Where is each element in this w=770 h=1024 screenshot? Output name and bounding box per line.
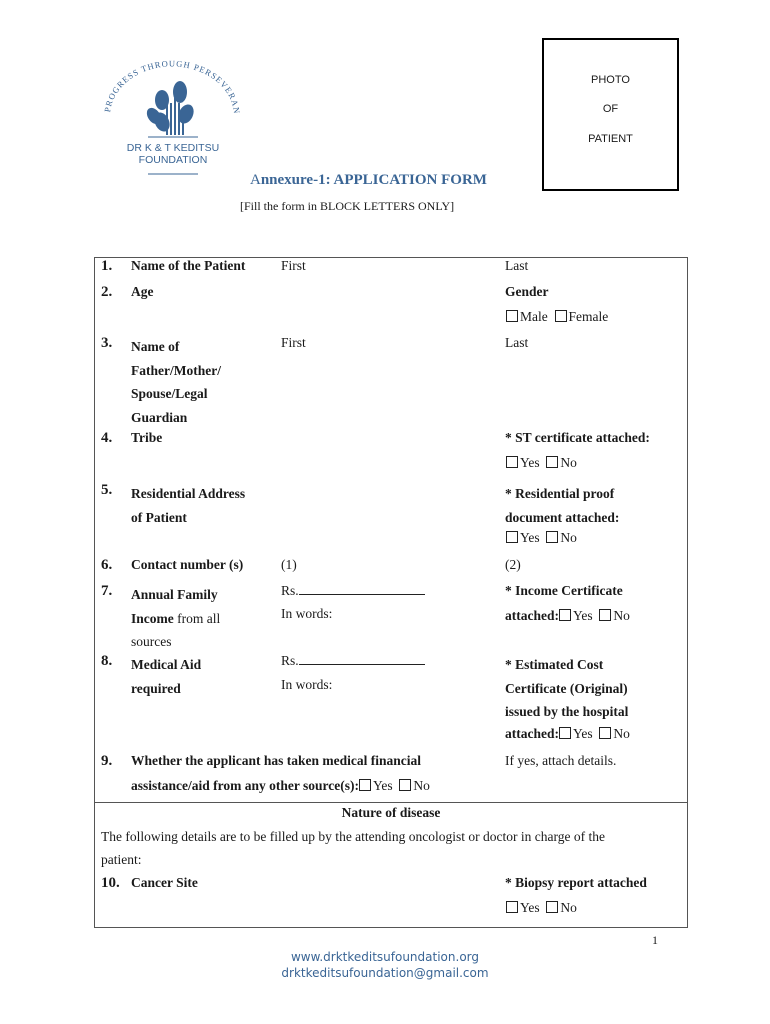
gender-female-checkbox[interactable] <box>555 310 567 322</box>
photo-label-line2: OF <box>602 103 619 115</box>
st-certificate-no-checkbox[interactable] <box>546 456 558 468</box>
guardian-first-name-field[interactable]: First <box>281 335 306 350</box>
income-in-words-field[interactable]: In words: <box>281 606 333 621</box>
row-number: 9. <box>101 753 113 769</box>
other-assistance-note: If yes, attach details. <box>505 753 617 768</box>
footer-email-link[interactable]: drktkeditsufoundation@gmail.com <box>281 966 489 980</box>
medical-aid-label: Medical Aid required <box>131 657 202 696</box>
patient-last-name-field[interactable]: Last <box>505 258 529 273</box>
gender-male-label: Male <box>520 309 548 324</box>
row-number: 1. <box>101 258 113 274</box>
residential-proof-label: * Residential proof document attached: <box>505 486 620 525</box>
estimated-cost-no-checkbox[interactable] <box>599 727 611 739</box>
footer-website-link[interactable]: www.drktkeditsufoundation.org <box>290 950 479 964</box>
biopsy-report-yes-checkbox[interactable] <box>506 901 518 913</box>
contact-number-2-field[interactable]: (2) <box>505 557 521 572</box>
contact-number-1-field[interactable]: (1) <box>281 557 297 572</box>
logo-arc-text: PROGRESS THROUGH PERSEVERA <box>102 58 240 113</box>
foundation-logo <box>100 58 240 176</box>
patient-first-name-field[interactable]: First <box>281 258 306 273</box>
patient-name-label: Name of the Patient <box>131 258 246 273</box>
other-assistance-no-checkbox[interactable] <box>399 779 411 791</box>
estimated-cost-yes-checkbox[interactable] <box>559 727 571 739</box>
medical-aid-in-words-field[interactable]: In words: <box>281 677 333 692</box>
residential-proof-options: Yes No <box>506 530 577 546</box>
row-number: 10. <box>101 875 120 891</box>
biopsy-report-no-checkbox[interactable] <box>546 901 558 913</box>
biopsy-report-options: Yes No <box>506 900 577 916</box>
row-number: 5. <box>101 482 113 498</box>
income-certificate-yes-checkbox[interactable] <box>559 609 571 621</box>
income-certificate-options: attached: Yes No <box>505 608 630 623</box>
row-number: 2. <box>101 284 113 300</box>
guardian-last-name-field[interactable]: Last <box>505 335 529 350</box>
row-number: 6. <box>101 557 113 573</box>
gender-options <box>506 309 608 325</box>
annual-income-label: Annual Family Income from all sources <box>131 587 221 649</box>
income-amount-field[interactable]: Rs. <box>281 583 425 599</box>
other-assistance-yes-checkbox[interactable] <box>359 779 371 791</box>
st-certificate-label: * ST certificate attached: <box>505 430 650 445</box>
age-label: Age <box>131 284 154 299</box>
cancer-site-label: Cancer Site <box>131 875 198 890</box>
st-certificate-options: Yes No <box>506 455 577 471</box>
guardian-name-label: Name of Father/Mother/ Spouse/Legal Guardian <box>131 339 221 425</box>
residential-proof-yes-checkbox[interactable] <box>506 531 518 543</box>
income-certificate-no-checkbox[interactable] <box>599 609 611 621</box>
nature-of-disease-heading: Nature of disease <box>341 805 441 820</box>
disease-note-line1: The following details are to be filled up by the attending oncologist or doctor in charge of the <box>101 829 605 844</box>
section-divider <box>94 802 688 803</box>
gender-female-label: Female <box>568 309 609 324</box>
gender-label: Gender <box>505 284 549 299</box>
medical-aid-amount-field[interactable]: Rs. <box>281 653 425 669</box>
residential-proof-no-checkbox[interactable] <box>546 531 558 543</box>
tribe-label: Tribe <box>131 430 163 445</box>
biopsy-report-label: * Biopsy report attached <box>505 875 647 890</box>
page-title: Annexure-1: APPLICATION FORM <box>250 172 487 188</box>
estimated-cost-label: * Estimated Cost Certificate (Original) issued by the hospital <box>505 657 629 719</box>
form-instruction: [Fill the form in BLOCK LETTERS ONLY] <box>240 199 455 213</box>
other-assistance-label: Whether the applicant has taken medical financial <box>131 753 422 768</box>
estimated-cost-options: attached: Yes No <box>505 726 630 741</box>
income-certificate-label: * Income Certificate <box>505 583 623 598</box>
residential-address-label: Residential Address of Patient <box>131 486 246 525</box>
page-number: 1 <box>652 933 658 947</box>
photo-label-line3: PATIENT <box>588 133 633 145</box>
photo-label-line1: PHOTO <box>591 74 630 86</box>
disease-note-line2: patient: <box>101 852 142 867</box>
row-number: 7. <box>101 583 113 599</box>
row-number: 3. <box>101 335 113 351</box>
photo-of-patient-box[interactable] <box>542 38 679 191</box>
logo-name-line1: DR K & T KEDITSU <box>126 142 220 154</box>
row-number: 8. <box>101 653 113 669</box>
gender-male-checkbox[interactable] <box>506 310 518 322</box>
logo-name-line2: FOUNDATION <box>138 154 208 166</box>
row-number: 4. <box>101 430 113 446</box>
st-certificate-yes-checkbox[interactable] <box>506 456 518 468</box>
contact-number-label: Contact number (s) <box>131 557 244 572</box>
other-assistance-options: assistance/aid from any other source(s): Yes No <box>131 778 430 793</box>
